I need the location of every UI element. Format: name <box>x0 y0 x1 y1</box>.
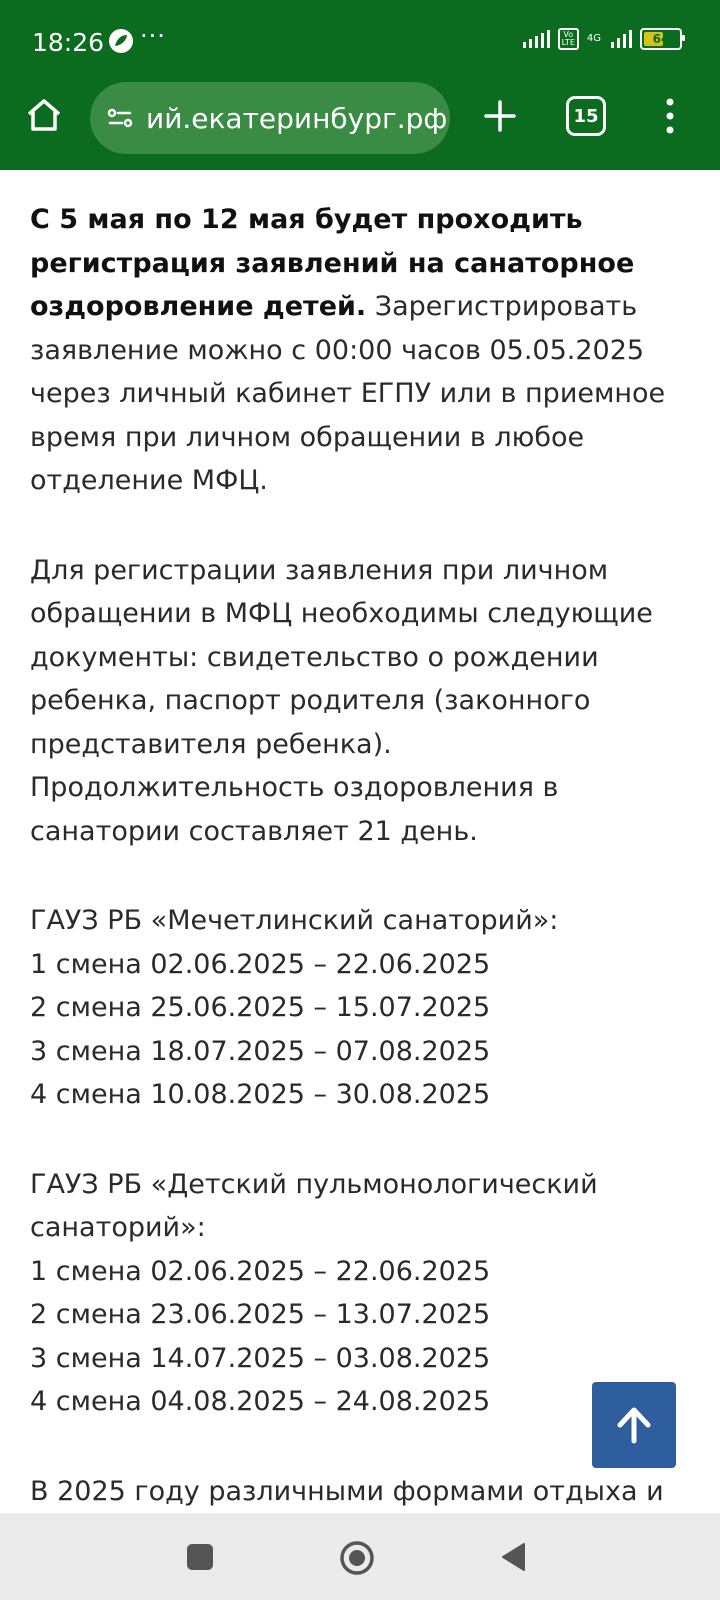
signal-icon-2 <box>611 30 632 48</box>
registration-text: Зарегистрировать заявление можно с 00:00 часов 05.05.2025 через личный кабинет ЕГПУ или в приемное время при личном обращении в любое отделение МФЦ. <box>30 291 666 496</box>
shift-line: 3 смена 14.07.2025 – 03.08.2025 <box>30 1342 491 1374</box>
arrow-up-icon <box>612 1403 656 1447</box>
signal-icon <box>523 30 550 48</box>
sanatorium-2-name: ГАУЗ РБ «Детский пульмонологический санаторий»: <box>30 1168 598 1243</box>
address-bar[interactable] <box>90 82 450 154</box>
browser-nav <box>0 82 720 170</box>
shift-line: 2 смена 25.06.2025 – 15.07.2025 <box>30 992 491 1023</box>
status-icons <box>523 28 682 50</box>
sanatorium-2-block <box>30 1163 680 1424</box>
shift-line: 1 смена 02.06.2025 – 22.06.2025 <box>30 1255 491 1287</box>
tab-count: 15 <box>573 105 599 127</box>
more-menu-icon[interactable] <box>664 96 676 136</box>
shift-line: 3 смена 18.07.2025 – 07.08.2025 <box>30 1035 491 1067</box>
system-nav-bar <box>0 1513 720 1600</box>
home-icon[interactable] <box>24 95 64 135</box>
back-icon[interactable] <box>499 1541 527 1573</box>
duration-text: Продолжительность оздоровления в санатории составляет 21 день. <box>30 772 559 847</box>
tabs-icon[interactable] <box>566 96 606 136</box>
app-notification-icon <box>108 28 134 54</box>
browser-toolbar <box>0 0 720 170</box>
url-text[interactable]: ий.екатеринбург.рф <box>146 101 448 135</box>
shift-line: 4 смена 10.08.2025 – 30.08.2025 <box>30 1079 491 1110</box>
site-settings-icon[interactable] <box>102 100 138 136</box>
scroll-to-top-button[interactable] <box>592 1382 676 1468</box>
article-content <box>30 198 680 1603</box>
sanatorium-1-block <box>30 899 680 1117</box>
registration-heading: С 5 мая по 12 мая будет проходить регистрация заявлений на санаторное оздоровление детей. <box>30 204 635 322</box>
shift-line: 1 смена 02.06.2025 – 22.06.2025 <box>30 948 491 980</box>
volte-icon: Vo LTE <box>558 28 579 50</box>
network-type: 4G <box>586 33 601 44</box>
status-time: 18:26 <box>32 28 105 57</box>
coverage-paragraph: В 2025 году различными формами отдыха и <box>30 1475 664 1507</box>
battery-level: 64 <box>652 32 670 46</box>
status-bar <box>0 0 720 82</box>
system-home-icon[interactable] <box>339 1540 375 1576</box>
registration-paragraph <box>30 198 680 503</box>
shift-line: 2 смена 23.06.2025 – 13.07.2025 <box>30 1299 491 1330</box>
new-tab-plus-icon[interactable] <box>476 92 524 140</box>
recents-icon[interactable] <box>187 1544 213 1570</box>
shift-line: 4 смена 04.08.2025 – 24.08.2025 <box>30 1386 491 1417</box>
more-notifications-icon: ··· <box>140 22 166 50</box>
documents-paragraph <box>30 549 680 854</box>
battery-icon <box>640 28 682 50</box>
documents-text: Для регистрации заявления при личном обращении в МФЦ необходимы следующие документы: свидетельство о рождении ребенка, паспорт родителя (законного представителя ребенка). <box>30 554 653 760</box>
sanatorium-1-name: ГАУЗ РБ «Мечетлинский санаторий»: <box>30 905 559 936</box>
